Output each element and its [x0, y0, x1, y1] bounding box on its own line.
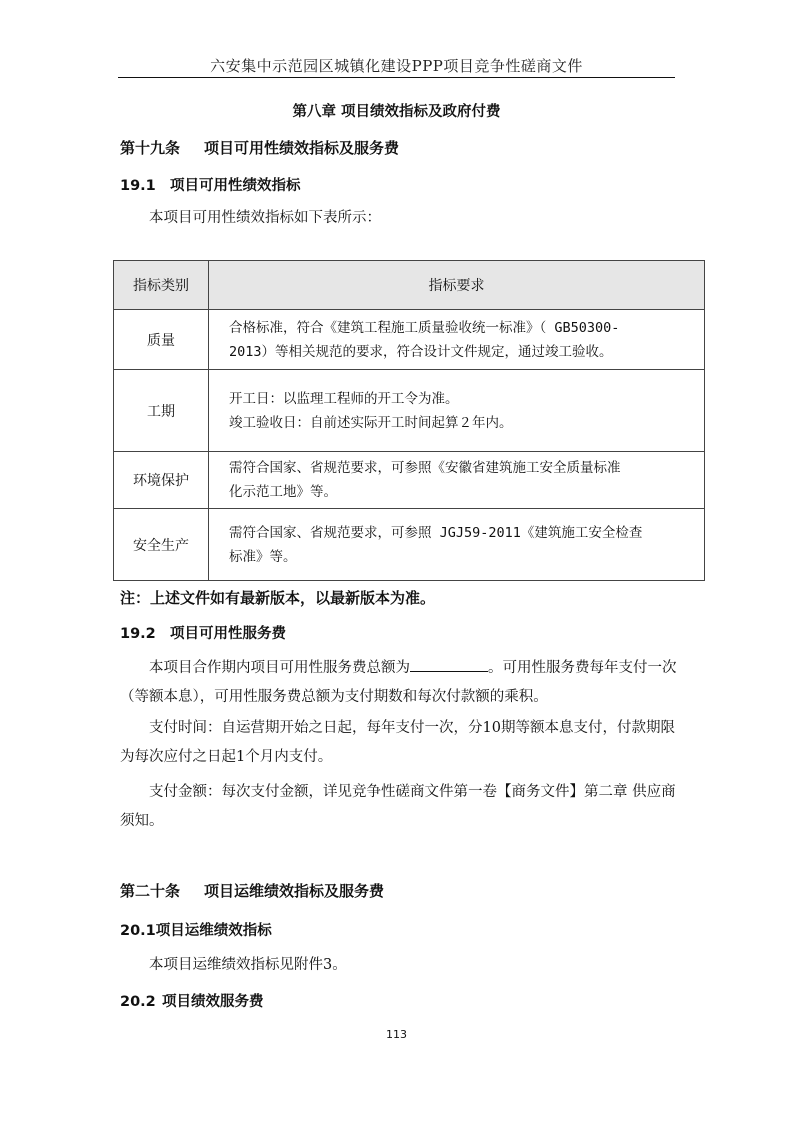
requirement-line: 2013）等相关规范的要求，符合设计文件规定，通过竣工验收。: [229, 343, 613, 360]
section-19-1-title: 项目可用性绩效指标: [170, 178, 301, 194]
table-cell-category: 安全生产: [114, 509, 209, 581]
section-19-2-heading: [120, 622, 286, 643]
requirement-line: 化示范工地》等。: [229, 484, 337, 500]
table-header-category: 指标类别: [114, 261, 209, 310]
section-19-1-number: 19.1: [120, 178, 156, 194]
om-indicator-text: 本项目运维绩效指标见附件3。: [149, 957, 347, 973]
table-row: [114, 310, 705, 370]
article-19-title: 项目可用性绩效指标及服务费: [204, 139, 400, 157]
amount-blank-line: [410, 657, 488, 672]
article-20-number: 第二十条: [120, 882, 181, 900]
payment-amount-paragraph: 支付金额：每次支付金额，详见竞争性磋商文件第一卷【商务文件】第二章 供应商须知。: [120, 784, 676, 829]
table-cell-category: 工期: [114, 370, 209, 452]
requirement-line: 合格标准，符合《建筑工程施工质量验收统一标准》（ GB50300-: [229, 319, 620, 336]
article-19-number: 第十九条: [120, 139, 181, 157]
requirement-line: 开工日：以监理工程师的开工令为准。: [229, 390, 459, 407]
table-cell-requirement: [209, 509, 705, 581]
availability-indicator-table: [113, 260, 705, 581]
section-20-2-number: 20.2: [120, 994, 156, 1010]
payment-time-paragraph: 支付时间：自运营期开始之日起，每年支付一次，分10期等额本息支付，付款期限为每次应付之日起1个月内支付。: [120, 720, 675, 765]
table-note: 注：上述文件如有最新版本，以最新版本为准。: [120, 589, 436, 607]
section-19-2-number: 19.2: [120, 626, 156, 642]
requirement-line: 标准》等。: [229, 548, 297, 565]
section-20-2-title: 项目绩效服务费: [162, 994, 264, 1010]
requirement-line: 竣工验收日：自前述实际开工时间起算２年内。: [229, 414, 513, 431]
chapter-title: 第八章 项目绩效指标及政府付费: [292, 104, 501, 120]
table-row: [114, 509, 705, 581]
table-cell-requirement: [209, 310, 705, 370]
table-header-row: [114, 261, 705, 310]
table-row: [114, 370, 705, 452]
table-cell-requirement: [209, 452, 705, 509]
service-fee-paragraph: [120, 654, 680, 712]
article-19-heading: [120, 137, 399, 158]
table-cell-requirement: [209, 370, 705, 452]
requirement-line: 需符合国家、省规范要求，可参照 JGJ59-2011《建筑施工安全检查: [229, 524, 643, 541]
section-20-1-title: 项目运维绩效指标: [155, 923, 272, 939]
table-intro-text: 本项目可用性绩效指标如下表所示：: [149, 210, 381, 226]
article-20-heading: [120, 880, 384, 901]
table-cell-category: 环境保护: [114, 452, 209, 509]
section-19-2-title: 项目可用性服务费: [170, 626, 286, 642]
page-header: 六安集中示范园区城镇化建设PPP项目竞争性磋商文件: [210, 57, 583, 75]
service-fee-text-end: 。可用性服务费每年支付一次（等额本息），可用性服务费总额为支付期数和每次付款额的乘积。: [120, 660, 677, 705]
page-number: 113: [386, 1028, 407, 1041]
header-divider: [118, 77, 675, 78]
table-cell-category: 质量: [114, 310, 209, 370]
requirement-line: 需符合国家、省规范要求，可参照《安徽省建筑施工安全质量标准: [229, 460, 621, 476]
table-header-requirement: 指标要求: [209, 261, 705, 310]
service-fee-text-start: 本项目合作期内项目可用性服务费总额为: [149, 660, 410, 676]
section-20-1-heading: [120, 919, 272, 940]
table-row: [114, 452, 705, 509]
article-20-title: 项目运维绩效指标及服务费: [204, 882, 385, 900]
section-20-2-heading: [120, 990, 264, 1011]
section-20-1-number: 20.1: [120, 923, 156, 939]
section-19-1-heading: [120, 174, 301, 195]
